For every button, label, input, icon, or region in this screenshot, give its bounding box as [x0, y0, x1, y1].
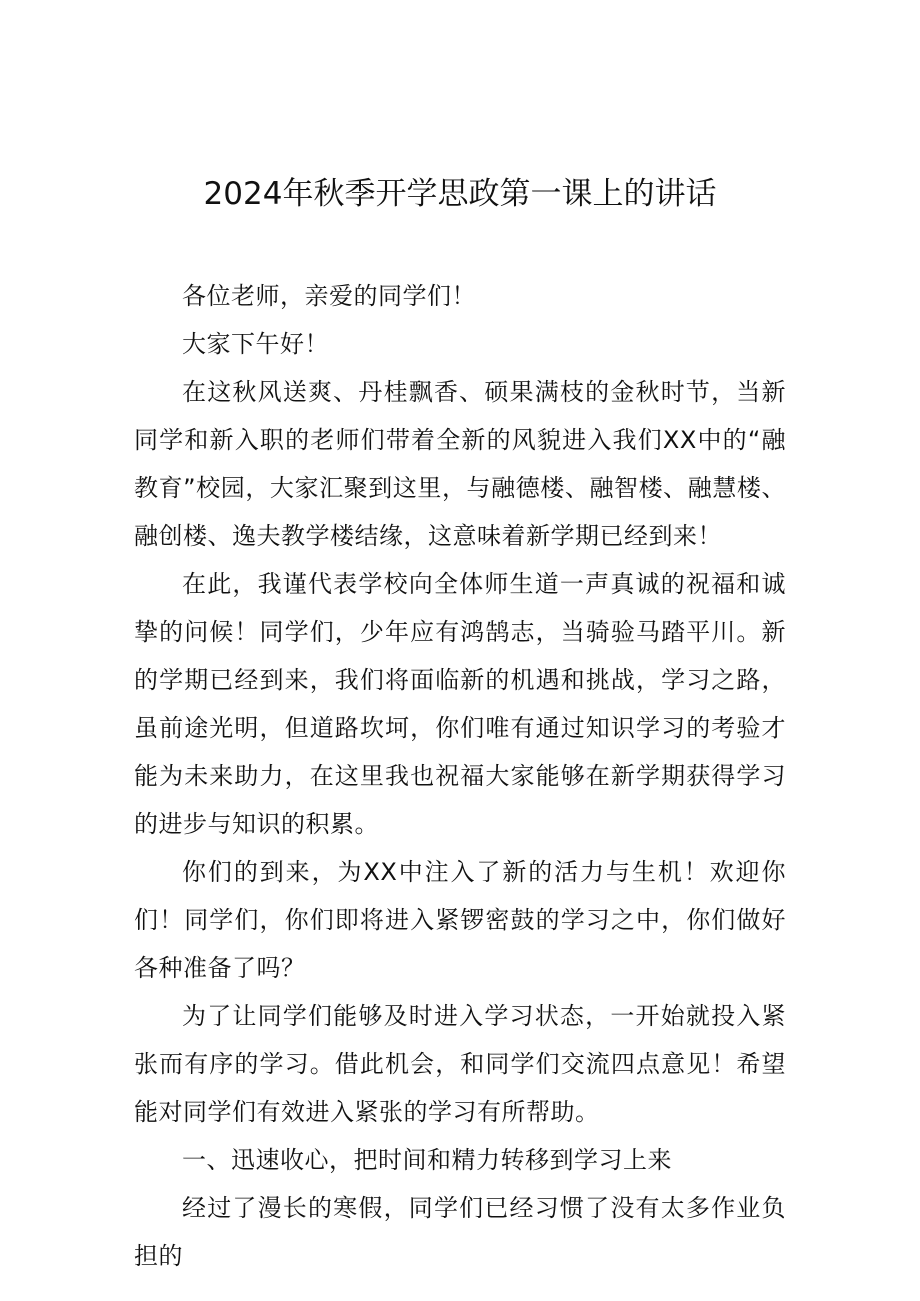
greeting: 大家下午好！ — [182, 330, 329, 358]
paragraph: 经过了漫长的寒假，同学们已经习惯了没有太多作业负担的 — [134, 1194, 786, 1270]
paragraph: 你们的到来，为XX中注入了新的活力与生机！欢迎你们！同学们，你们即将进入紧锣密鼓的学习之中，你们做好各种准备了吗？ — [134, 858, 786, 982]
salutation: 各位老师，亲爱的同学们！ — [182, 282, 476, 310]
document-title: 2024年秋季开学思政第一课上的讲话 — [203, 176, 717, 212]
paragraph: 在这秋风送爽、丹桂飘香、硕果满枝的金秋时节，当新同学和新入职的老师们带着全新的风貌进入我们XX中的“融教育”校园，大家汇聚到这里，与融德楼、融智楼、融慧楼、融创楼、逸夫教学楼结缘，这意味着新学期已经到来！ — [134, 378, 786, 550]
document-body — [134, 272, 786, 1280]
section-heading: 一、迅速收心，把时间和精力转移到学习上来 — [182, 1146, 672, 1174]
paragraph: 为了让同学们能够及时进入学习状态，一开始就投入紧张而有序的学习。借此机会，和同学们交流四点意见！希望能对同学们有效进入紧张的学习有所帮助。 — [134, 1002, 786, 1126]
paragraph: 在此，我谨代表学校向全体师生道一声真诚的祝福和诚挚的问候！同学们，少年应有鸿鹄志，当骑验马踏平川。新的学期已经到来，我们将面临新的机遇和挑战，学习之路，虽前途光明，但道路坎坷，你们唯有通过知识学习的考验才能为未来助力，在这里我也祝福大家能够在新学期获得学习的进步与知识的积累。 — [134, 570, 786, 838]
